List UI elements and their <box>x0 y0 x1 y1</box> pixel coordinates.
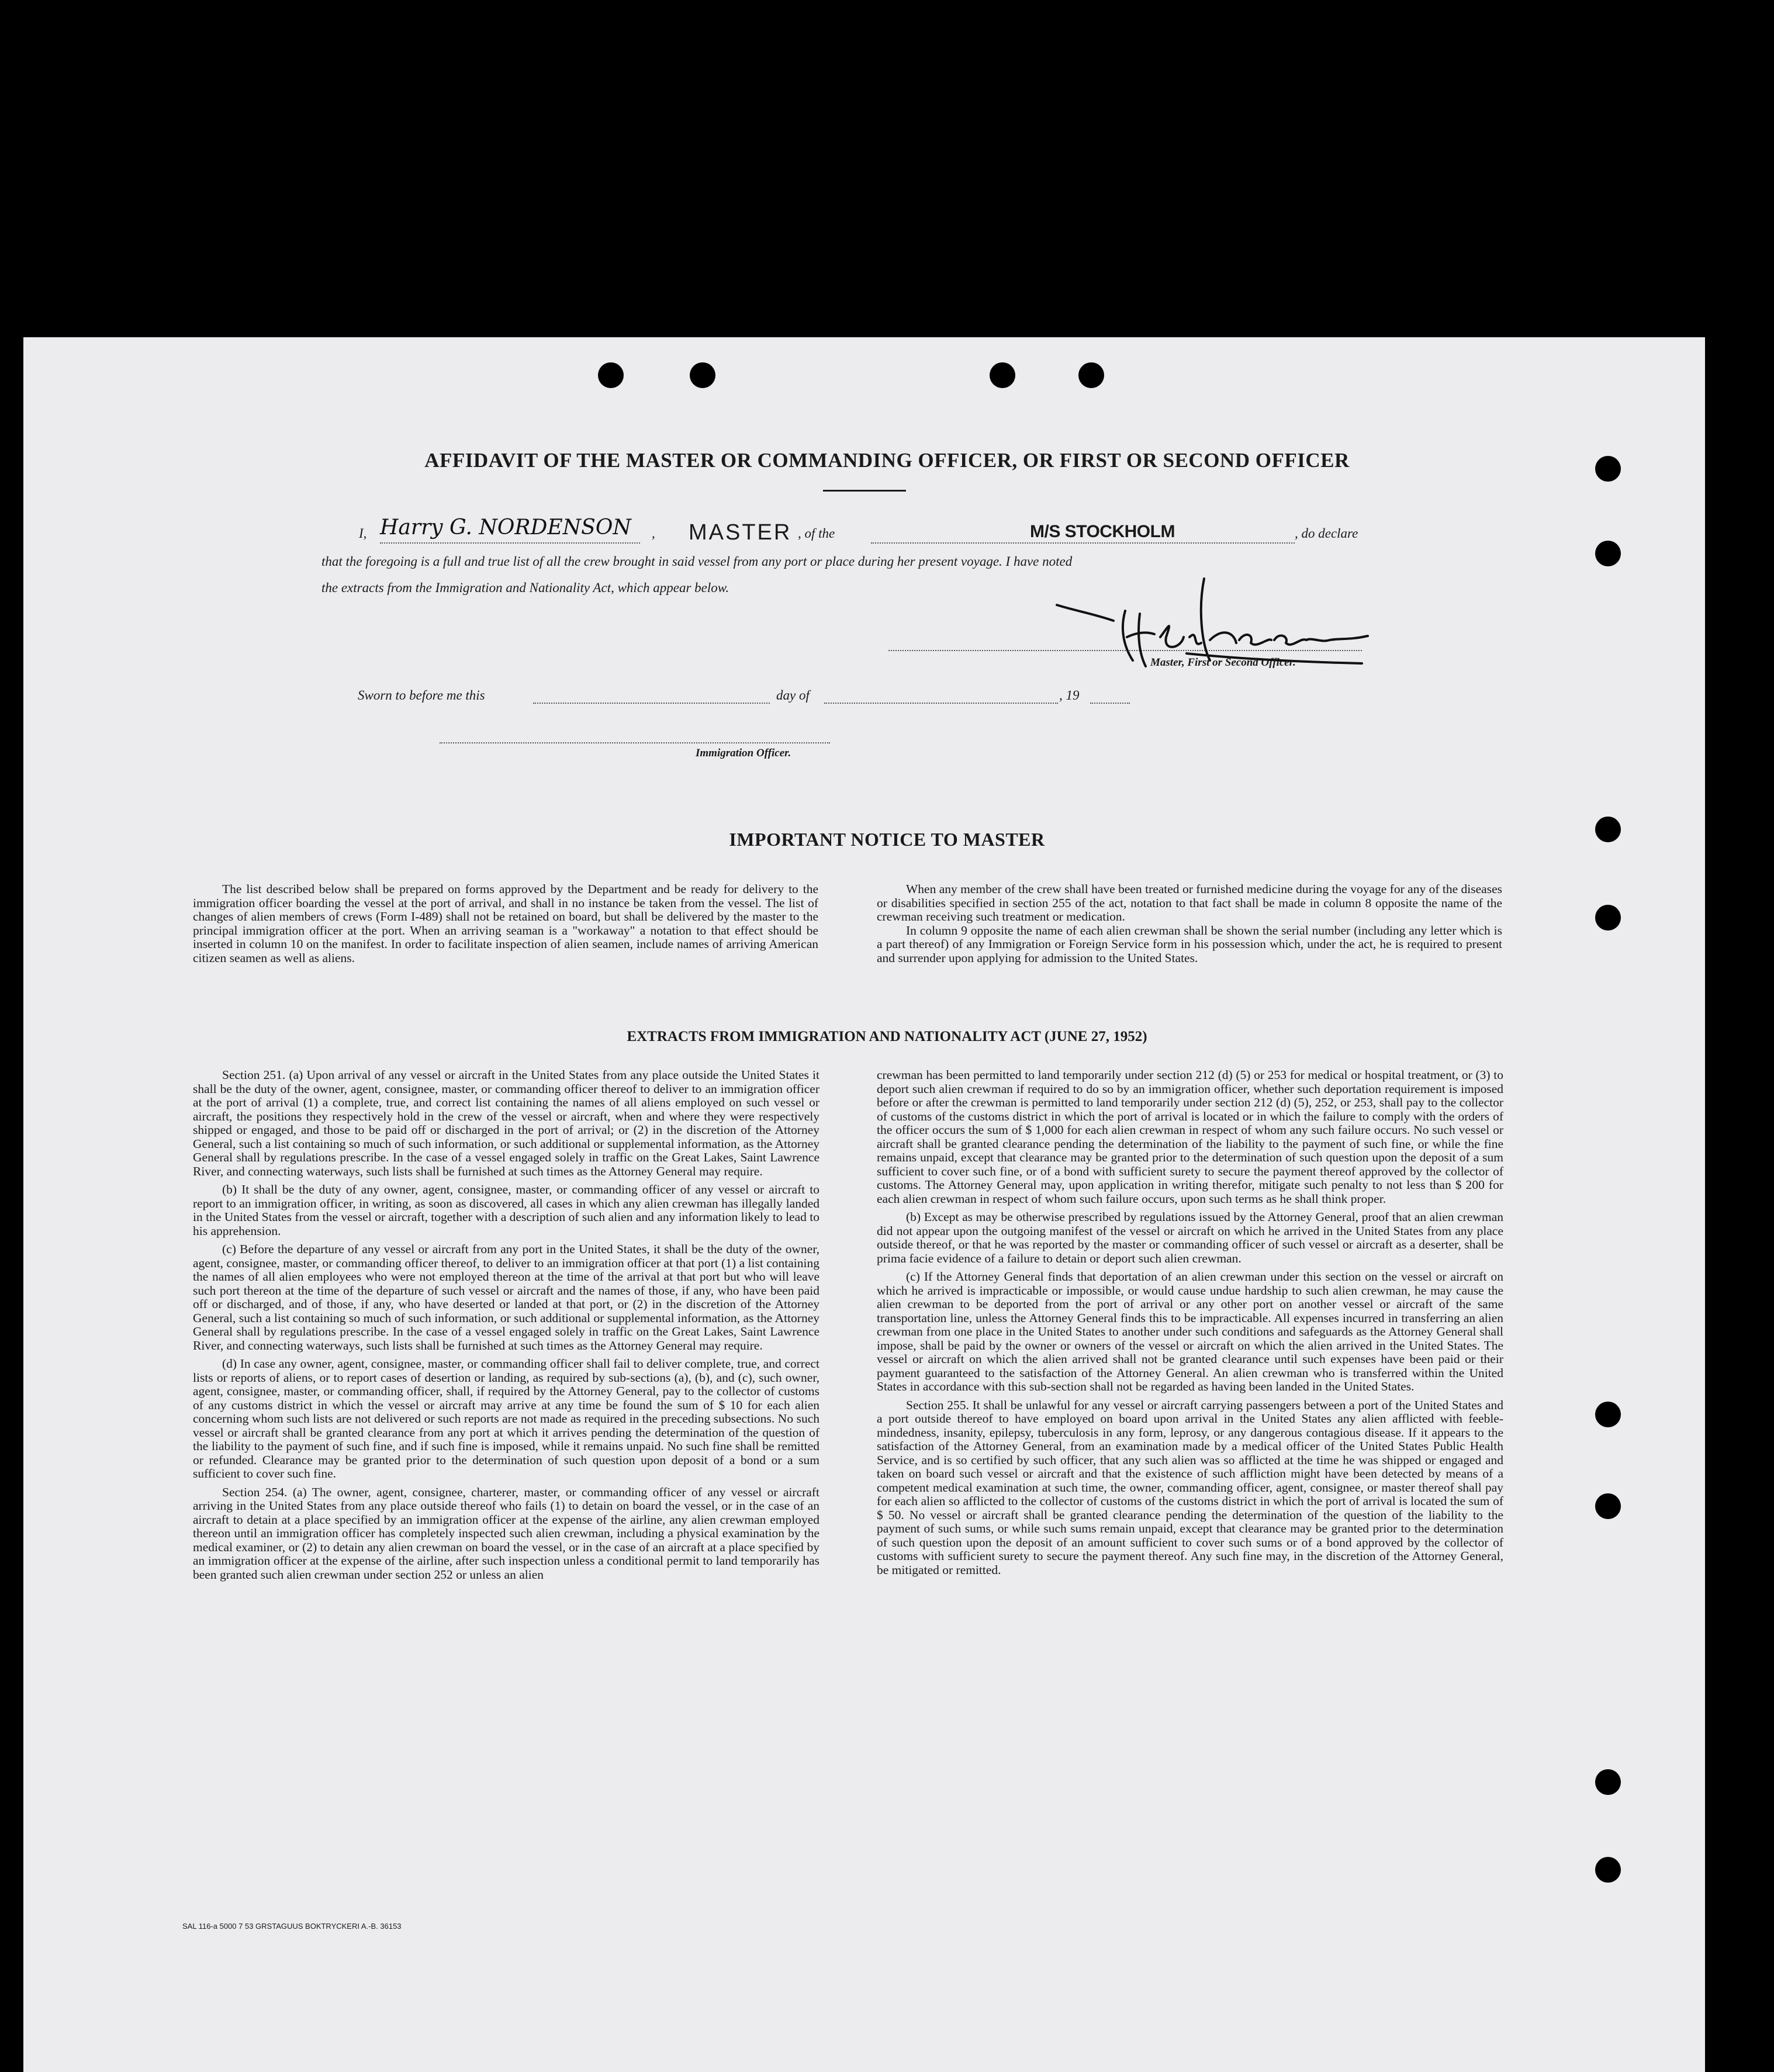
notice-right-paragraph-2: In column 9 opposite the name of each alien crewman shall be shown the serial number (including any letter which is a part thereof) of any Immigration or Foreign Service form in his possession which, under the act, he is required to present and surrender upon applying for admission to the United States. <box>877 923 1502 965</box>
notice-right-column <box>877 883 1502 970</box>
extracts-left-column <box>193 1068 819 1586</box>
month-line <box>824 703 1058 704</box>
extracts-title: EXTRACTS FROM IMMIGRATION AND NATIONALITY ACT (JUNE 27, 1952) <box>627 1029 1147 1044</box>
section-251-c: (c) Before the departure of any vessel or aircraft from any port in the United States, it shall be the duty of the owner, agent, consignee, master, or commanding officer thereof, to deliver to an immigration officer at that port (1) a list containing the names of all alien employees who were not employed thereon at the time of the arrival at that port but who will leave such port thereon at the time of the departure of such vessel or aircraft and the names of those, if any, who have been paid off or discharged, and of those, if any, who have deserted or landed at that port, or (2) in the discretion of the Attorney General, such a list containing so much of such information, or such additional or supplemental information, as the Attorney General shall by regulations prescribe. In the case of a vessel engaged solely in traffic on the Great Lakes, Saint Lawrence River, and connecting waterways, such lists shall be furnished at such times as the Attorney General may require. <box>193 1242 819 1352</box>
declaration-i: I, <box>359 526 367 541</box>
year-label: , 19 <box>1059 688 1080 703</box>
section-255: Section 255. It shall be unlawful for any vessel or aircraft carrying passengers between a port of the United States and a port outside thereof to have employed on board upon arrival in the United States any alien afflicted with feeble-mindedness, insanity, epilepsy, tuberculosis in any form, leprosy, or any dangerous contagious disease. If it appears to the satisfaction of the Attorney General, from an examination made by a medical officer of the United States Public Health Service, and is so certified by such officer, that any such alien was so afflicted at the time he was shipped or engaged and taken on board such vessel or aircraft and that the existence of such affliction might have been detected by means of a competent medical examination at such time, the owner, commanding officer, agent, consignee, or master thereof shall pay for each alien so afflicted to the collector of customs of the customs district in which the port of arrival is located the sum of $ 50. No vessel or aircraft shall be granted clearance pending the determination of the question of the liability to the payment of such sums, or while such sums remain unpaid, except that clearance may be granted prior to the determination of such question upon the deposit of an amount sufficient to cover such sums or of a bond approved by the collector of customs with sufficient surety to secure the payment thereof. Any such fine may, in the discretion of the Attorney General, be mitigated or remitted. <box>877 1398 1503 1577</box>
sworn-date-line <box>533 703 770 704</box>
master-rank: MASTER <box>689 520 792 545</box>
notice-right-paragraph-1: When any member of the crew shall have been treated or furnished medicine during the voyage for any of the diseases or disabilities specified in section 255 of the act, notation to that fact shall be made in column 8 opposite the name of the crewman receiving such treatment or medication. <box>877 882 1502 923</box>
affidavit-title: AFFIDAVIT OF THE MASTER OR COMMANDING OFFICER, OR FIRST OR SECOND OFFICER <box>424 449 1350 472</box>
declaration-of-the: , of the <box>798 526 835 541</box>
declaration-do-declare: , do declare <box>1295 526 1358 541</box>
declaration-line-2: that the foregoing is a full and true list of all the crew brought in said vessel from any port or place during her present voyage. I have noted <box>321 554 1073 569</box>
declaration-line-3: the extracts from the Immigration and Nationality Act, which appear below. <box>321 580 729 595</box>
section-251-d: (d) In case any owner, agent, consignee, master, or commanding officer shall fail to deliver complete, true, and correct lists or reports of aliens, or to report cases of desertion or landing, as required by sub-sections (a), (b), and (c), such owner, agent, consignee, master, or commanding officer, shall, if required by the Attorney General, pay to the collector of customs of any customs district in which the vessel or aircraft may arrive at any time be found the sum of $ 10 for each alien concerning whom such lists are not delivered or such reports are not made as required in the preceding subsections. No such vessel or aircraft shall be granted clearance from any port at which it arrives pending the determination of the question of the liability to the payment of such fine, and if such fine is imposed, while it remains unpaid. No such fine shall be remitted or refunded. Clearance may be granted prior to the determination of such question upon deposit of a bond or a sum sufficient to cover such fine. <box>193 1357 819 1481</box>
day-of-label: day of <box>776 688 810 703</box>
year-line <box>1090 703 1130 704</box>
notice-left-column <box>193 883 818 970</box>
section-254-c: (c) If the Attorney General finds that deportation of an alien crewman under this section on the vessel or aircraft on which he arrived is impracticable or impossible, or would cause undue hardship to such alien crewman, he may cause the alien crewman to be deported from the port of arrival or any other port on another vessel or aircraft of the same transportation line, unless the Attorney General finds this to be impracticable. All expenses incurred in transferring an alien crewman from one place in the United States to another under such conditions and safeguards as the Attorney General shall impose, shall be paid by the owner or owners of the vessel or aircraft on which the alien arrived in the United States. The vessel or aircraft on which the alien arrived shall not be granted clearance until such expenses have been paid or their payment guaranteed to the satisfaction of the Attorney General. An alien crewman who is transferred within the United States in accordance with this sub-section shall not be regarded as having been landed in the United States. <box>877 1270 1503 1393</box>
notice-title: IMPORTANT NOTICE TO MASTER <box>729 829 1045 850</box>
section-254-b: (b) Except as may be otherwise prescribed by regulations issued by the Attorney General, proof that an alien crewman did not appear upon the outgoing manifest of the vessel or aircraft on which he arrived in the United States from any place outside thereof, or that he was reported by the master or commanding officer of such vessel or aircraft as a deserter, shall be prima facie evidence of a failure to detain or deport such alien crewman. <box>877 1210 1503 1265</box>
immigration-officer-line <box>440 742 830 743</box>
master-name-handwritten: Harry G. NORDENSON <box>380 516 631 539</box>
declaration-comma: , <box>652 526 655 541</box>
immigration-officer-caption: Immigration Officer. <box>696 747 791 759</box>
section-251-b: (b) It shall be the duty of any owner, agent, consignee, master, or commanding officer of any vessel or aircraft to report to an immigration officer, in writing, as soon as discovered, all cases in which any alien crewman has illegally landed in the United States from the vessel or aircraft, together with a description of such alien and any information likely to lead to his apprehension. <box>193 1182 819 1238</box>
section-254-a: Section 254. (a) The owner, agent, consignee, charterer, master, or commanding officer of any vessel or aircraft arriving in the United States from any place outside thereof who fails (1) to detain on board the vessel, or in the case of an aircraft to detain at a place specified by an immigration officer at the expense of the airline, any alien crewman employed thereon until an immigration officer has completely inspected such alien crewman, including a physical examination by the medical examiner, or (2) to detain any alien crewman on board the vessel, or in the case of an aircraft at a place specified by an immigration officer at the expense of the airline, after such inspection unless a conditional permit to land temporarily has been granted such alien crewman under section 252 or unless an alien <box>193 1485 819 1582</box>
extracts-right-column <box>877 1068 1503 1582</box>
notice-left-paragraph: The list described below shall be prepared on forms approved by the Department and be ready for delivery to the immigration officer boarding the vessel at the port of arrival, and shall in no instance be taken from the vessel. The list of changes of alien members of crews (Form I-489) shall not be retained on board, but shall be delivered by the master to the principal immigration officer at the port. When an arriving seaman is a "workaway" a notation to that effect should be inserted in column 10 on the manifest. In order to facilitate inspection of alien seamen, include names of arriving American citizen seamen as well as aliens. <box>193 882 818 965</box>
sworn-label: Sworn to before me this <box>358 688 485 703</box>
signature-caption: Master, First or Second Officer. <box>1150 656 1296 669</box>
vessel-name: M/S STOCKHOLM <box>1030 522 1175 541</box>
section-251-a: Section 251. (a) Upon arrival of any vessel or aircraft in the United States from any place outside the United States it shall be the duty of the owner, agent, consignee, master, or commanding officer thereof to deliver to an immigration officer at the port of arrival (1) a complete, true, and correct list containing the names of all aliens employed on such vessel or aircraft, the positions they respectively hold in the crew of the vessel or aircraft, when and where they were respectively shipped or engaged, and those to be paid off or discharged in the port of arrival; or (2) in the discretion of the Attorney General, such a list containing so much of such information, or such additional or supplemental information, as the Attorney General shall by regulations prescribe. In the case of a vessel engaged solely in traffic on the Great Lakes, Saint Lawrence River, and connecting waterways, such lists shall be furnished at such times as the Attorney General may require. <box>193 1068 819 1178</box>
form-footer: SAL 116-a 5000 7 53 GRSTAGUUS BOKTRYCKERI A.-B. 36153 <box>182 1922 402 1931</box>
section-254-a-continued: crewman has been permitted to land temporarily under section 212 (d) (5) or 253 for medical or hospital treatment, or (3) to deport such alien crewman if required to do so by an immigration officer, whether such deportation requirement is imposed before or after the crewman is permitted to land temporarily under section 212 (d) (5), 252, or 253, shall pay to the collector of customs of the customs district in which the port of arrival is located or in which the failure to comply with the orders of the officer occurs the sum of $ 1,000 for each alien crewman in respect of whom any such failure occurs. No such vessel or aircraft shall be granted clearance pending the determination of the liability to the payment of such fine, or while the fine remains unpaid, except that clearance may be granted prior to the determination of such question upon the deposit of a sum sufficient to cover such fine, or of a bond with sufficient surety to secure the payment thereof approved by the collector of customs. The Attorney General may, upon application in writing therefor, mitigate such penalty to not less than $ 200 for each alien crewman in respect of whom such failure occurs, upon such terms as he shall think proper. <box>877 1068 1503 1206</box>
